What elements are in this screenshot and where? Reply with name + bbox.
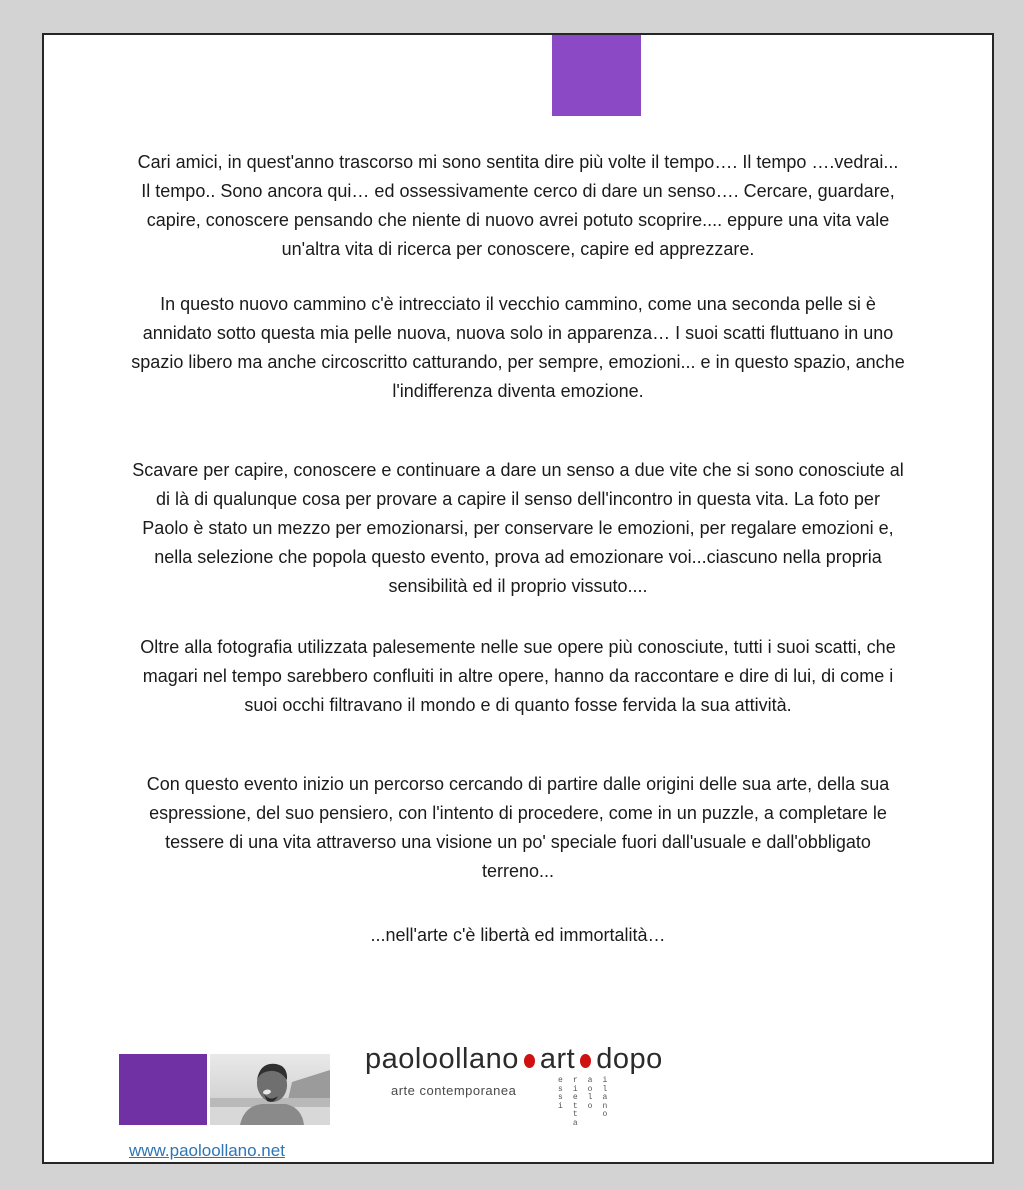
purple-block [119, 1054, 207, 1125]
logo-word-dopo: dopo [596, 1043, 663, 1075]
closing-line: ...nell'arte c'è libertà ed immortalità… [370, 925, 666, 945]
portrait-photo-illustration [210, 1054, 330, 1125]
paragraph-2: In questo nuovo cammino c'è intrecciato il vecchio cammino, come una seconda pelle si è annidato sotto questa mia pelle nuova, nuova solo in apparenza… I suoi scatti fluttuano in uno spazio libero ma anche circoscritto catturando, per sempre, emozioni... e in questo spazio, anche l'indifferenza diventa emozione. [131, 294, 905, 401]
logo-wordmark [365, 1043, 675, 1075]
footer-banner [119, 1054, 330, 1125]
logo-vertical-column: a o l o [587, 1076, 593, 1111]
logo-vertical-column: e s s i [558, 1076, 563, 1111]
website-link[interactable]: www.paoloollano.net [129, 1141, 285, 1160]
logo-word-paoloollano: paoloollano [365, 1043, 519, 1075]
logo-subtitle: arte contemporanea [391, 1083, 517, 1098]
letter-text [44, 35, 992, 950]
paragraph-3: Scavare per capire, conoscere e continuare a dare un senso a due vite che si sono conosciute al di là di qualunque cosa per provare a capire il senso dell'incontro in questa vita. La foto per Paolo è stato un mezzo per emozionarsi, per conservare le emozioni, per regalare emozioni e, nella selezione che popola questo evento, prova ad emozionare voi...ciascuno nella propria sensibilità ed il proprio vissuto.... [132, 460, 904, 596]
logo-vertical-column: i l a n o [602, 1076, 608, 1119]
logo-word-art: art [539, 1043, 576, 1075]
logo-vertical-column: r i e t t a [572, 1076, 578, 1128]
red-dot-icon [580, 1054, 591, 1068]
portrait-photo [210, 1054, 330, 1125]
red-dot-icon [524, 1054, 535, 1068]
paragraph-1: Cari amici, in quest'anno trascorso mi sono sentita dire più volte il tempo…. Il tempo ….vedrai... Il tempo.. Sono ancora qui… ed ossessivamente cerco di dare un senso…. Cercare, guardare, capire, conoscere pensando che niente di nuovo avrei potuto scoprire.... eppure una vita vale un'altra vita di ricerca per conoscere, capire ed apprezzare. [137, 152, 899, 259]
document-page [42, 33, 994, 1164]
logo-vertical-letters [558, 1077, 607, 1128]
paragraph-4: Oltre alla fotografia utilizzata palesemente nelle sue opere più conosciute, tutti i suoi scatti, che magari nel tempo sarebbero confluiti in altre opere, hanno da raccontare e dire di lui, di come i suoi occhi filtravano il mondo e di quanto fosse fervida la sua attività. [140, 637, 896, 715]
brand-logo [365, 1043, 675, 1153]
paragraph-5: Con questo evento inizio un percorso cercando di partire dalle origini delle sua arte, della sua espressione, del suo pensiero, con l'intento di procedere, come in un puzzle, a completare le tessere di una vita attraverso una visione un po' speciale fuori dall'usuale e dall'obbligato terreno... [146, 774, 890, 881]
